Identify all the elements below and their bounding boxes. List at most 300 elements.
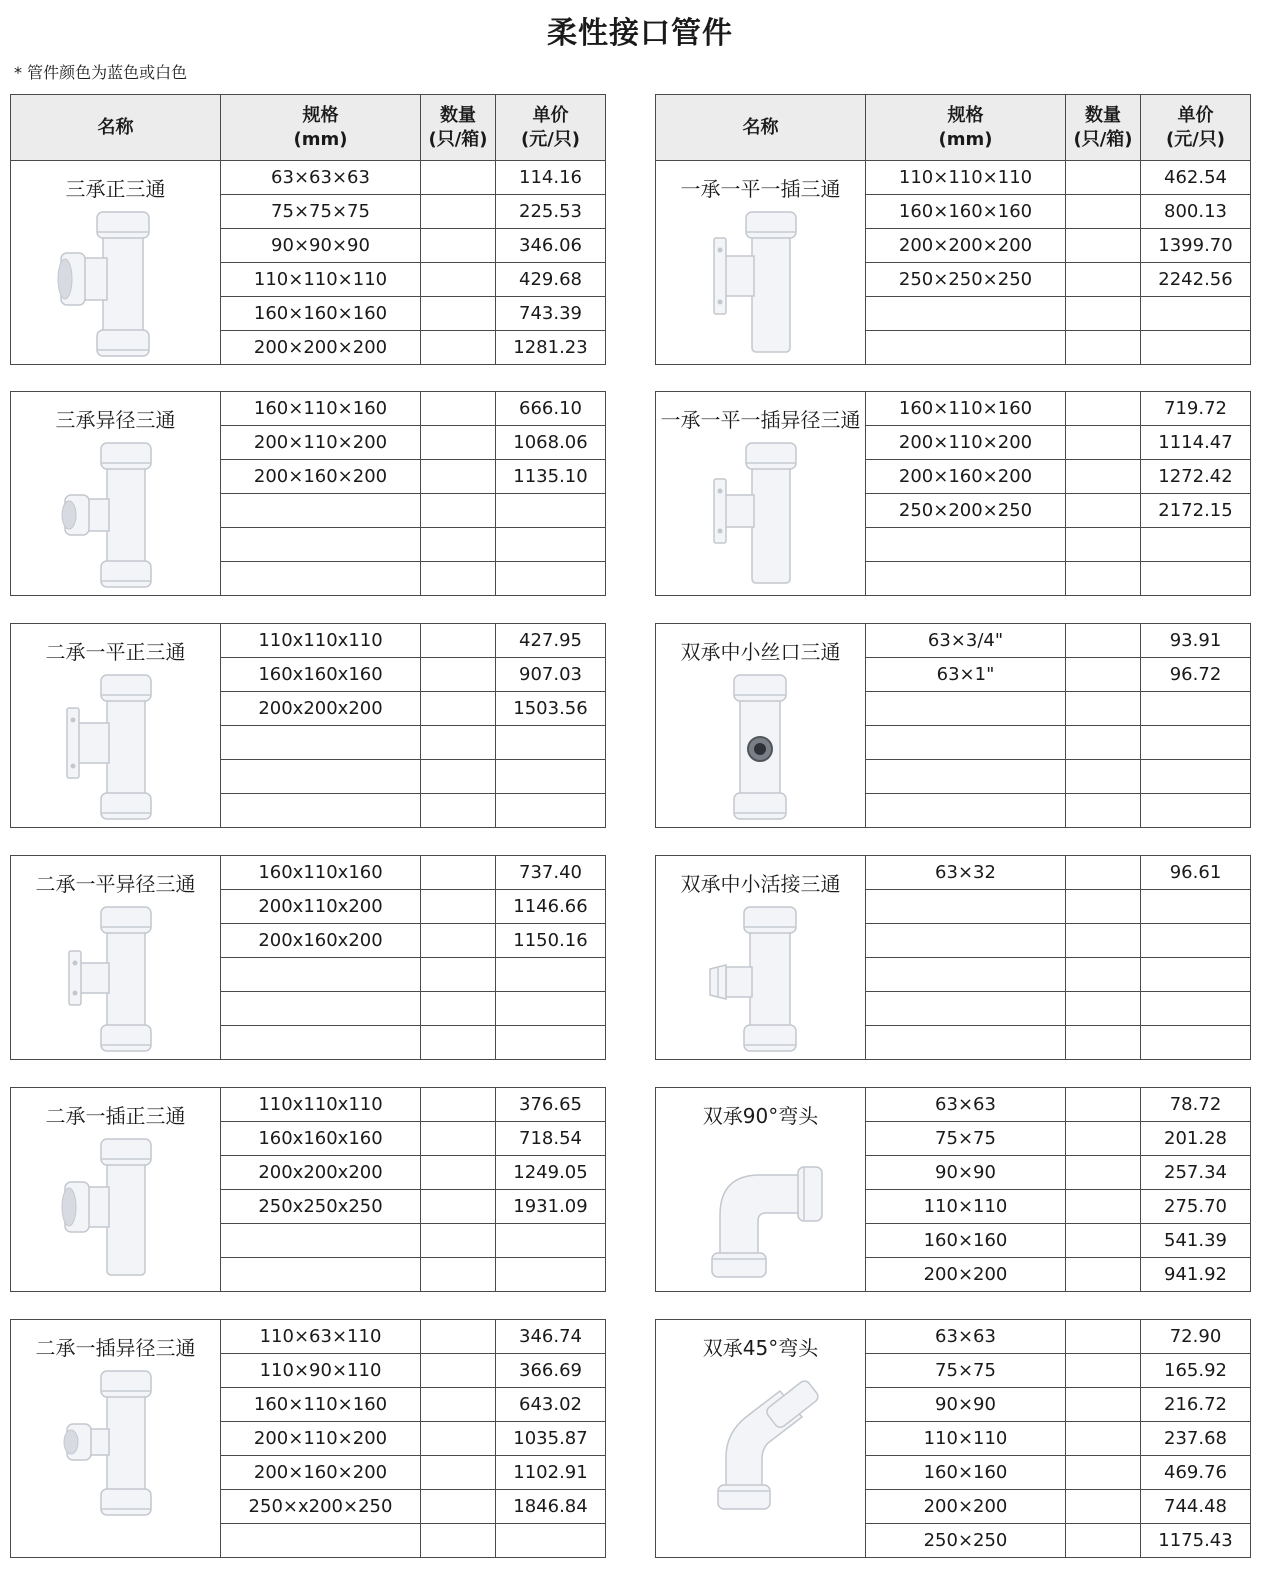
product-table-right-2 (655, 391, 1250, 596)
price-cell (1141, 297, 1251, 331)
spec-cell: 250×250 (866, 1524, 1066, 1558)
qty-cell (421, 562, 496, 596)
table-row (11, 1320, 606, 1354)
spec-cell: 110x110x110 (221, 624, 421, 658)
spec-cell: 160×160×160 (866, 195, 1066, 229)
price-cell: 1135.10 (496, 460, 606, 494)
qty-cell (1066, 992, 1141, 1026)
spec-cell: 110×110×110 (221, 263, 421, 297)
header-qty-unit: (只/箱) (1073, 128, 1133, 150)
qty-cell (421, 1320, 496, 1354)
qty-cell (1066, 528, 1141, 562)
spec-cell: 63×63 (866, 1320, 1066, 1354)
spec-cell: 250×x200×250 (221, 1490, 421, 1524)
price-cell: 72.90 (1141, 1320, 1251, 1354)
spec-cell (221, 992, 421, 1026)
product-table-left-5 (10, 1087, 605, 1292)
spec-cell: 75×75 (866, 1122, 1066, 1156)
price-cell (1141, 794, 1251, 828)
spec-cell (221, 726, 421, 760)
spec-cell (221, 958, 421, 992)
price-cell: 1931.09 (496, 1190, 606, 1224)
qty-cell (1066, 658, 1141, 692)
price-cell: 743.39 (496, 297, 606, 331)
qty-cell (1066, 1422, 1141, 1456)
qty-cell (1066, 1026, 1141, 1060)
qty-cell (421, 692, 496, 726)
product-name-cell (656, 856, 866, 1060)
spec-cell (221, 1258, 421, 1292)
spec-cell: 75×75×75 (221, 195, 421, 229)
header-qty-label: 数量 (1085, 104, 1121, 126)
product-name: 一承一平一插异径三通 (660, 408, 861, 432)
spec-cell: 63×3/4" (866, 624, 1066, 658)
spec-cell (866, 331, 1066, 365)
table-row (11, 392, 606, 426)
spec-cell (866, 992, 1066, 1026)
price-cell: 346.06 (496, 229, 606, 263)
qty-cell (421, 297, 496, 331)
product-name-cell (11, 856, 221, 1060)
price-cell: 1281.23 (496, 331, 606, 365)
price-cell: 376.65 (496, 1088, 606, 1122)
table-row (656, 161, 1251, 195)
product-table-left-4 (10, 855, 605, 1060)
tee-three-socket-icon (11, 208, 220, 358)
product-name-cell (656, 161, 866, 365)
spec-cell (221, 494, 421, 528)
header-spec-label: 规格 (302, 104, 339, 126)
product-name: 双承中小丝口三通 (680, 640, 841, 664)
price-cell: 744.48 (1141, 1490, 1251, 1524)
spec-cell: 200×110×200 (221, 1422, 421, 1456)
spec-cell (866, 528, 1066, 562)
qty-cell (421, 229, 496, 263)
product-name: 三承正三通 (65, 177, 166, 201)
price-cell (496, 726, 606, 760)
spec-cell: 200x110x200 (221, 890, 421, 924)
price-cell: 1068.06 (496, 426, 606, 460)
product-name-cell (656, 1088, 866, 1292)
header-price-unit: (元/只) (520, 128, 581, 150)
qty-cell (421, 794, 496, 828)
price-cell (1141, 331, 1251, 365)
spec-cell: 200×110×200 (221, 426, 421, 460)
table-row (656, 624, 1251, 658)
spec-cell: 160x110x160 (221, 856, 421, 890)
product-name-cell (11, 161, 221, 365)
spec-cell (866, 890, 1066, 924)
qty-cell (1066, 890, 1141, 924)
qty-cell (1066, 562, 1141, 596)
price-cell: 1150.16 (496, 924, 606, 958)
product-name: 二承一插异径三通 (35, 1336, 196, 1360)
price-cell: 78.72 (1141, 1088, 1251, 1122)
price-cell: 2172.15 (1141, 494, 1251, 528)
product-table-right-3 (655, 623, 1250, 828)
spec-cell: 90×90 (866, 1156, 1066, 1190)
header-price-unit: (元/只) (1165, 128, 1226, 150)
qty-cell (1066, 794, 1141, 828)
price-cell (496, 992, 606, 1026)
header-name: 名称 (11, 95, 221, 161)
elbow-90-icon (656, 1135, 865, 1285)
qty-cell (1066, 924, 1141, 958)
spec-cell: 160×160×160 (221, 297, 421, 331)
price-cell: 275.70 (1141, 1190, 1251, 1224)
qty-cell (421, 528, 496, 562)
spec-cell: 110×90×110 (221, 1354, 421, 1388)
qty-cell (1066, 958, 1141, 992)
price-cell: 201.28 (1141, 1122, 1251, 1156)
header-qty (1066, 95, 1141, 161)
qty-cell (1066, 726, 1141, 760)
product-name: 双承45°弯头 (702, 1336, 819, 1360)
reducing-tee-icon (11, 439, 220, 589)
spec-cell (866, 924, 1066, 958)
price-cell: 907.03 (496, 658, 606, 692)
spec-cell: 110×110 (866, 1422, 1066, 1456)
price-cell (496, 1224, 606, 1258)
spec-cell: 90×90 (866, 1388, 1066, 1422)
price-cell (1141, 760, 1251, 794)
spec-cell (866, 297, 1066, 331)
price-cell: 1249.05 (496, 1156, 606, 1190)
price-cell (1141, 1026, 1251, 1060)
price-cell: 1175.43 (1141, 1524, 1251, 1558)
price-cell (1141, 924, 1251, 958)
price-cell: 1272.42 (1141, 460, 1251, 494)
qty-cell (1066, 1224, 1141, 1258)
product-name-cell (11, 1088, 221, 1292)
header-price (1141, 95, 1251, 161)
qty-cell (1066, 1190, 1141, 1224)
price-cell: 1503.56 (496, 692, 606, 726)
qty-cell (421, 890, 496, 924)
spec-cell (866, 726, 1066, 760)
qty-cell (421, 331, 496, 365)
qty-cell (421, 1122, 496, 1156)
price-cell (496, 528, 606, 562)
spec-cell (866, 794, 1066, 828)
qty-cell (421, 1388, 496, 1422)
table-row (656, 856, 1251, 890)
price-cell: 346.74 (496, 1320, 606, 1354)
qty-cell (421, 1524, 496, 1558)
price-cell (496, 1026, 606, 1060)
qty-cell (1066, 494, 1141, 528)
color-note: * 管件颜色为蓝色或白色 (14, 63, 188, 82)
spec-cell: 160×160 (866, 1224, 1066, 1258)
product-name: 二承一平异径三通 (35, 872, 196, 896)
spigot-reducing-tee-icon (11, 1367, 220, 1517)
table-row (656, 392, 1251, 426)
table-row (11, 1088, 606, 1122)
header-spec-unit: (mm) (938, 128, 993, 150)
price-cell: 257.34 (1141, 1156, 1251, 1190)
price-cell (496, 562, 606, 596)
price-cell: 237.68 (1141, 1422, 1251, 1456)
price-cell: 666.10 (496, 392, 606, 426)
qty-cell (1066, 229, 1141, 263)
spec-cell (221, 1026, 421, 1060)
spec-cell: 250x250x250 (221, 1190, 421, 1224)
spec-cell: 90×90×90 (221, 229, 421, 263)
qty-cell (1066, 692, 1141, 726)
qty-cell (1066, 1456, 1141, 1490)
qty-cell (1066, 1388, 1141, 1422)
qty-cell (421, 1354, 496, 1388)
qty-cell (421, 195, 496, 229)
spec-cell: 110×110 (866, 1190, 1066, 1224)
product-name: 双承中小活接三通 (680, 872, 841, 896)
spec-cell: 200×200 (866, 1258, 1066, 1292)
price-cell: 1146.66 (496, 890, 606, 924)
spec-cell: 160x160x160 (221, 1122, 421, 1156)
spec-cell (866, 958, 1066, 992)
price-cell: 96.61 (1141, 856, 1251, 890)
price-cell: 96.72 (1141, 658, 1251, 692)
product-table-left-3 (10, 623, 605, 828)
qty-cell (421, 494, 496, 528)
header-qty-label: 数量 (440, 104, 476, 126)
price-cell (1141, 562, 1251, 596)
price-cell: 427.95 (496, 624, 606, 658)
qty-cell (421, 924, 496, 958)
header-name: 名称 (656, 95, 866, 161)
price-cell (1141, 958, 1251, 992)
product-name-cell (11, 392, 221, 596)
price-cell: 165.92 (1141, 1354, 1251, 1388)
spec-cell (866, 1026, 1066, 1060)
spec-cell: 200×110×200 (866, 426, 1066, 460)
spec-cell: 160×110×160 (221, 1388, 421, 1422)
table-row (11, 161, 606, 195)
price-cell: 719.72 (1141, 392, 1251, 426)
qty-cell (1066, 1320, 1141, 1354)
product-name: 双承90°弯头 (702, 1104, 819, 1128)
price-cell: 1114.47 (1141, 426, 1251, 460)
product-table-left-1 (10, 94, 605, 365)
price-cell (1141, 726, 1251, 760)
spec-cell: 110x110x110 (221, 1088, 421, 1122)
spec-cell: 200×160×200 (866, 460, 1066, 494)
product-name: 二承一平正三通 (45, 640, 186, 664)
product-table-left-2 (10, 391, 605, 596)
qty-cell (421, 1490, 496, 1524)
spec-cell: 110×110×110 (866, 161, 1066, 195)
header-qty (421, 95, 496, 161)
price-cell (1141, 528, 1251, 562)
product-table-right-5 (655, 1087, 1250, 1292)
spec-cell (866, 562, 1066, 596)
product-name-cell (11, 1320, 221, 1558)
qty-cell (421, 1088, 496, 1122)
price-cell: 1399.70 (1141, 229, 1251, 263)
price-cell: 1035.87 (496, 1422, 606, 1456)
qty-cell (421, 658, 496, 692)
price-cell (1141, 890, 1251, 924)
qty-cell (421, 263, 496, 297)
qty-cell (1066, 460, 1141, 494)
price-cell (496, 794, 606, 828)
product-name-cell (656, 624, 866, 828)
qty-cell (421, 1224, 496, 1258)
product-table-right-1 (655, 94, 1250, 365)
price-cell: 462.54 (1141, 161, 1251, 195)
socket-flange-spigot-tee-icon (656, 208, 865, 358)
qty-cell (421, 1026, 496, 1060)
header-spec (221, 95, 421, 161)
qty-cell (421, 392, 496, 426)
qty-cell (1066, 1122, 1141, 1156)
price-cell: 93.91 (1141, 624, 1251, 658)
price-cell (496, 958, 606, 992)
qty-cell (421, 1190, 496, 1224)
price-cell: 216.72 (1141, 1388, 1251, 1422)
spec-cell: 250×200×250 (866, 494, 1066, 528)
header-spec-unit: (mm) (293, 128, 348, 150)
spec-cell: 200×200×200 (866, 229, 1066, 263)
header-spec (866, 95, 1066, 161)
spec-cell: 200×200 (866, 1490, 1066, 1524)
spec-cell (221, 794, 421, 828)
price-cell: 114.16 (496, 161, 606, 195)
qty-cell (1066, 426, 1141, 460)
price-cell: 718.54 (496, 1122, 606, 1156)
product-name: 三承异径三通 (55, 408, 176, 432)
price-cell (1141, 692, 1251, 726)
price-cell: 800.13 (1141, 195, 1251, 229)
qty-cell (1066, 1156, 1141, 1190)
spec-cell (866, 692, 1066, 726)
spec-cell (221, 562, 421, 596)
price-cell: 469.76 (1141, 1456, 1251, 1490)
header-spec-label: 规格 (947, 104, 984, 126)
spec-cell: 63×63×63 (221, 161, 421, 195)
qty-cell (1066, 624, 1141, 658)
spec-cell: 200×200×200 (221, 331, 421, 365)
product-name-cell (656, 392, 866, 596)
qty-cell (1066, 760, 1141, 794)
qty-cell (421, 1422, 496, 1456)
spec-cell (221, 1524, 421, 1558)
header-price-label: 单价 (532, 104, 569, 126)
spec-cell: 200×160×200 (221, 460, 421, 494)
spec-cell: 200x200x200 (221, 692, 421, 726)
qty-cell (1066, 1354, 1141, 1388)
product-table-right-4 (655, 855, 1250, 1060)
qty-cell (1066, 331, 1141, 365)
qty-cell (421, 992, 496, 1026)
spec-cell: 63×1" (866, 658, 1066, 692)
spec-cell: 250×250×250 (866, 263, 1066, 297)
spec-cell (221, 760, 421, 794)
header-price-label: 单价 (1177, 104, 1214, 126)
spec-cell: 200x160x200 (221, 924, 421, 958)
price-cell: 2242.56 (1141, 263, 1251, 297)
spec-cell (221, 528, 421, 562)
spec-cell: 63×32 (866, 856, 1066, 890)
flanged-reducing-tee-icon (11, 903, 220, 1053)
qty-cell (1066, 161, 1141, 195)
price-cell (1141, 992, 1251, 1026)
threaded-outlet-tee-icon (656, 671, 865, 821)
price-cell (496, 1524, 606, 1558)
spigot-tee-icon (11, 1135, 220, 1285)
qty-cell (1066, 1258, 1141, 1292)
price-cell: 1846.84 (496, 1490, 606, 1524)
spec-cell: 160×160 (866, 1456, 1066, 1490)
product-name-cell (656, 1320, 866, 1558)
socket-flange-spigot-reducing-tee-icon (656, 439, 865, 589)
price-cell (496, 494, 606, 528)
table-row (11, 624, 606, 658)
qty-cell (421, 1456, 496, 1490)
qty-cell (1066, 1088, 1141, 1122)
qty-cell (1066, 392, 1141, 426)
spec-cell: 160x160x160 (221, 658, 421, 692)
spec-cell: 110×63×110 (221, 1320, 421, 1354)
price-cell (496, 760, 606, 794)
qty-cell (1066, 195, 1141, 229)
qty-cell (421, 958, 496, 992)
spec-cell: 160×110×160 (866, 392, 1066, 426)
spec-cell: 160×110×160 (221, 392, 421, 426)
price-cell: 429.68 (496, 263, 606, 297)
spec-cell (221, 1224, 421, 1258)
price-cell: 366.69 (496, 1354, 606, 1388)
spec-cell: 200x200x200 (221, 1156, 421, 1190)
spec-cell: 200×160×200 (221, 1456, 421, 1490)
qty-cell (1066, 297, 1141, 331)
spec-cell (866, 760, 1066, 794)
qty-cell (421, 624, 496, 658)
product-table-right-6 (655, 1319, 1250, 1558)
qty-cell (421, 1156, 496, 1190)
table-row (11, 856, 606, 890)
qty-cell (421, 1258, 496, 1292)
page-title: 柔性接口管件 (547, 16, 733, 51)
qty-cell (1066, 1490, 1141, 1524)
qty-cell (421, 426, 496, 460)
spec-cell: 63×63 (866, 1088, 1066, 1122)
price-cell: 737.40 (496, 856, 606, 890)
qty-cell (421, 856, 496, 890)
product-name: 一承一平一插三通 (680, 177, 841, 201)
flanged-tee-icon (11, 671, 220, 821)
price-cell (496, 1258, 606, 1292)
elbow-45-icon (656, 1367, 865, 1517)
price-cell: 541.39 (1141, 1224, 1251, 1258)
table-row (656, 1088, 1251, 1122)
product-name: 二承一插正三通 (45, 1104, 186, 1128)
qty-cell (421, 726, 496, 760)
price-cell: 941.92 (1141, 1258, 1251, 1292)
table-row (656, 1320, 1251, 1354)
union-outlet-tee-icon (656, 903, 865, 1053)
qty-cell (421, 161, 496, 195)
qty-cell (421, 460, 496, 494)
price-cell: 225.53 (496, 195, 606, 229)
product-name-cell (11, 624, 221, 828)
product-table-left-6 (10, 1319, 605, 1558)
header-price (496, 95, 606, 161)
qty-cell (1066, 856, 1141, 890)
spec-cell: 75×75 (866, 1354, 1066, 1388)
qty-cell (1066, 263, 1141, 297)
price-cell: 1102.91 (496, 1456, 606, 1490)
